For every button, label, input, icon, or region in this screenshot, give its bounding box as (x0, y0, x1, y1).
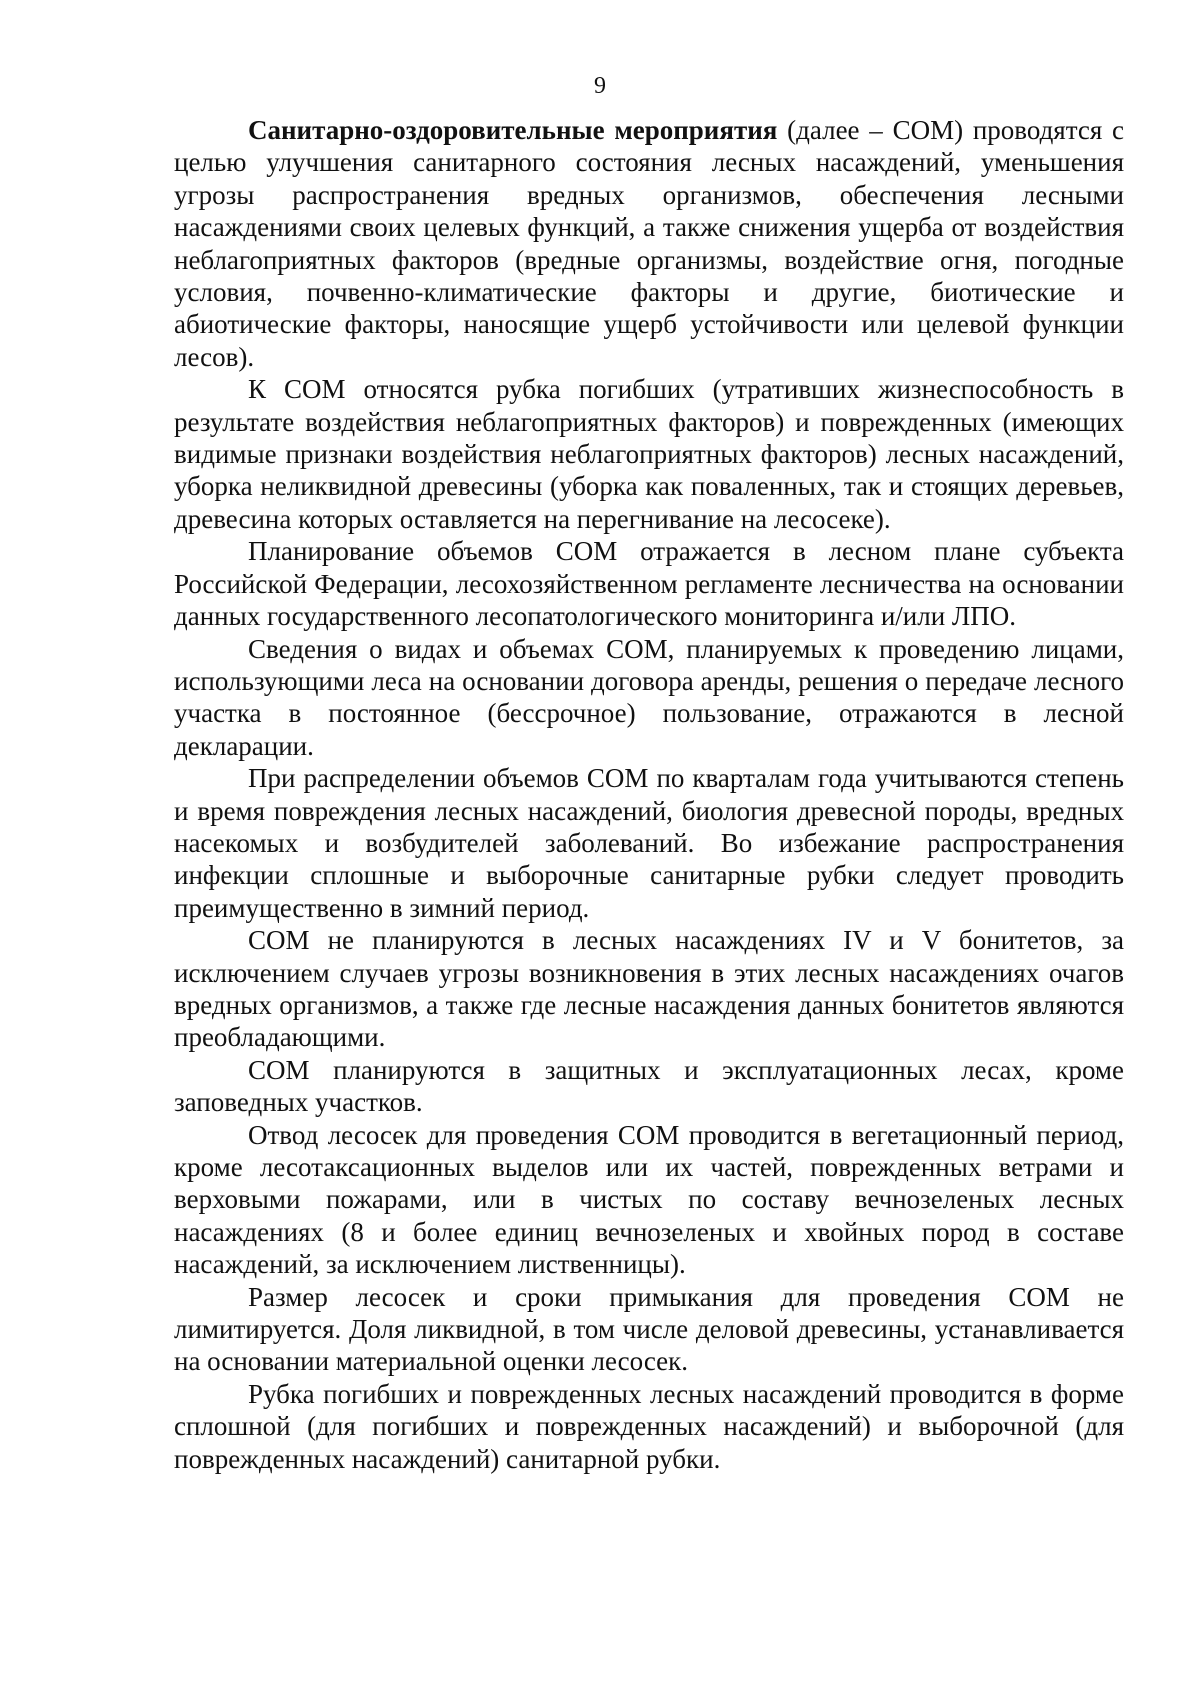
paragraph-som-allotment (174, 1119, 1124, 1281)
paragraph-som-planning (174, 535, 1124, 632)
paragraph-som-definition (174, 114, 1124, 373)
paragraph-text: Сведения о видах и объемах СОМ, планируемых к проведению лицами, использующими леса на основании договора аренды, решения о передаче лесного участка в постоянное (бессрочное) пользование, отражаются в лесной декларации. (174, 633, 1124, 761)
document-body (174, 114, 1124, 1475)
paragraph-text: При распределении объемов СОМ по кварталам года учитываются степень и время повреждения лесных насаждений, биология древесной породы, вредных насекомых и возбудителей заболеваний. Во избежание распространения инфекции сплошные и выборочные санитарные рубки следует проводить преимущественно в зимний период. (174, 763, 1124, 923)
paragraph-som-bonitet (174, 924, 1124, 1054)
paragraph-text: Рубка погибших и поврежденных лесных насаждений проводится в форме сплошной (для погибших и поврежденных насаждений) и выборочной (для поврежденных насаждений) санитарной рубки. (174, 1378, 1124, 1474)
paragraph-som-felling (174, 1378, 1124, 1475)
paragraph-som-distribution (174, 762, 1124, 924)
paragraph-text: Размер лесосек и сроки примыкания для проведения СОМ не лимитируется. Доля ликвидной, в том числе деловой древесины, устанавливается на основании материальной оценки лесосек. (174, 1281, 1124, 1377)
paragraph-text: К СОМ относятся рубка погибших (утративших жизнеспособность в результате воздействия неблагоприятных факторов) и поврежденных (имеющих видимые признаки воздействия неблагоприятных факторов) лесных насаждений, уборка неликвидной древесины (уборка как поваленных, так и стоящих деревьев, древесина которых оставляется на перегнивание на лесосеке). (174, 374, 1124, 534)
paragraph-som-size (174, 1281, 1124, 1378)
bold-term: Санитарно-оздоровительные мероприятия (248, 115, 778, 145)
paragraph-text: СОМ не планируются в лесных насаждениях IV и V бонитетов, за исключением случаев угрозы возникновения в этих лесных насаждениях очагов вредных организмов, а также где лесные насаждения данных бонитетов являются преобладающими. (174, 925, 1124, 1053)
paragraph-som-forests (174, 1054, 1124, 1119)
paragraph-text: Планирование объемов СОМ отражается в лесном плане субъекта Российской Федерации, лесохозяйственном регламенте лесничества на основании данных государственного лесопатологического мониторинга и/или ЛПО. (174, 536, 1124, 632)
paragraph-text: Отвод лесосек для проведения СОМ проводится в вегетационный период, кроме лесотаксационных выделов или их частей, поврежденных ветрами и верховыми пожарами, или в чистых по составу вечнозеленых лесных насаждениях (8 и более единиц вечнозеленых и хвойных пород в составе насаждений, за исключением лиственницы). (174, 1119, 1124, 1280)
page-number: 9 (594, 73, 606, 99)
paragraph-som-declaration (174, 633, 1124, 763)
paragraph-text: СОМ планируются в защитных и эксплуатационных лесах, кроме заповедных участков. (174, 1054, 1124, 1118)
paragraph-text: (далее – СОМ) проводятся с целью улучшения санитарного состояния лесных насаждений, уменьшения угрозы распространения вредных организмов, обеспечения лесными насаждениями своих целевых функций, а также снижения ущерба от воздействия неблагоприятных факторов (вредные организмы, воздействие огня, погодные условия, почвенно-климатические факторы и другие, биотические и абиотические факторы, наносящие ущерб устойчивости или целевой функции лесов). (174, 115, 1124, 372)
paragraph-som-includes (174, 373, 1124, 535)
